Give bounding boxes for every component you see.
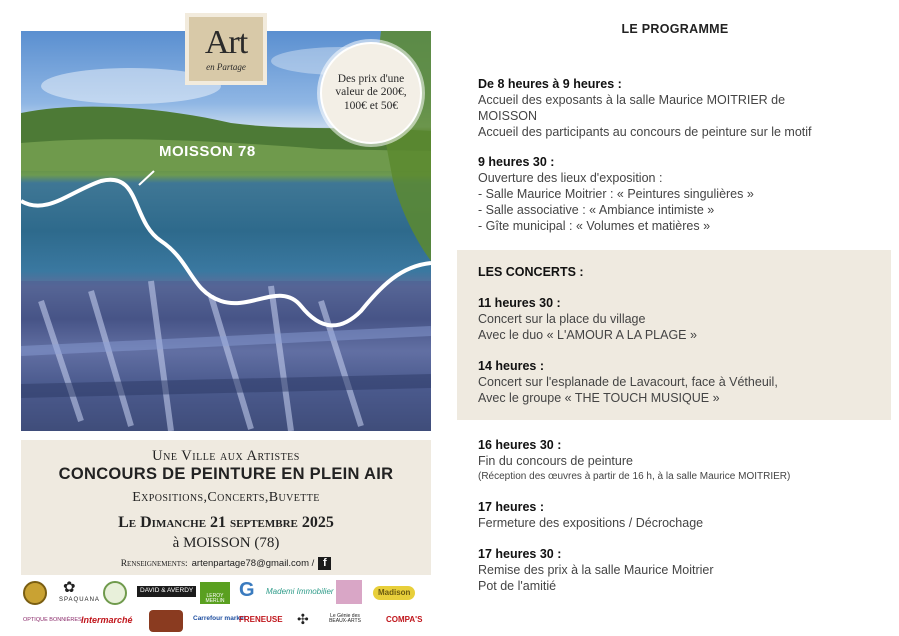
- tagline: Une Ville aux Artistes: [152, 448, 300, 464]
- sponsor-g-logo: G: [239, 579, 255, 601]
- entry-line: Avec le duo « L'AMOUR A LA PLAGE »: [478, 328, 697, 342]
- schedule-entry-16h30: [478, 437, 790, 485]
- entry-line: - Salle associative : « Ambiance intimiste »: [478, 203, 715, 217]
- logo-sub-text: en Partage: [206, 62, 246, 72]
- sponsor-ornament-icon: ✣: [297, 611, 309, 627]
- event-info-panel: [21, 440, 431, 575]
- entry-line: - Gîte municipal : « Volumes et matières »: [478, 219, 711, 233]
- sponsor-freneuse: FRENEUSE: [239, 615, 283, 624]
- entry-line: MOISSON: [478, 109, 538, 123]
- event-title: CONCOURS DE PEINTURE EN PLEIN AIR: [58, 465, 394, 483]
- facebook-icon[interactable]: f: [318, 557, 331, 570]
- concerts-heading: LES CONCERTS :: [478, 265, 584, 279]
- event-location: à MOISSON (78): [172, 535, 280, 551]
- logo-main-text: Art: [204, 24, 248, 61]
- sponsor-brown-badge-icon: [149, 610, 183, 632]
- sponsor-square-icon: [336, 580, 362, 604]
- event-date: Le Dimanche 21 septembre 2025: [118, 514, 334, 531]
- sponsor-madison: Madison: [373, 586, 415, 600]
- spaquana-icon: ✿: [63, 579, 76, 596]
- entry-heading: 11 heures 30 :: [478, 296, 561, 310]
- contact-line: [21, 557, 431, 570]
- contact-email[interactable]: artenpartage78@gmail.com /: [191, 558, 315, 569]
- schedule-entry-8h: [478, 76, 812, 140]
- entry-line: Accueil des exposants à la salle Maurice MOITRIER de: [478, 93, 786, 107]
- art-en-partage-logo: [185, 13, 267, 85]
- entry-line: Remise des prix à la salle Maurice Moitrier: [478, 563, 714, 577]
- entry-note: (Réception des œuvres à partir de 16 h, à la salle Maurice MOITRIER): [478, 471, 791, 482]
- entry-line: Avec le groupe « THE TOUCH MUSIQUE »: [478, 391, 720, 405]
- schedule-entry-14h: [478, 358, 778, 406]
- sponsor-compas: COMPA'S: [386, 615, 423, 624]
- entry-line: Fermeture des expositions / Décrochage: [478, 516, 704, 530]
- sponsor-carrefour: Carrefour market: [193, 615, 246, 622]
- sponsor-logos: [21, 578, 431, 634]
- entry-line: Concert sur l'esplanade de Lavacourt, face à Vétheuil,: [478, 375, 778, 389]
- sponsor-round-green-icon: [103, 581, 127, 605]
- schedule-entry-17h30: [478, 546, 714, 594]
- entry-line: Ouverture des lieux d'exposition :: [478, 171, 663, 185]
- sponsor-spaquana: SPAQUANA: [59, 597, 100, 603]
- schedule-entry-17h: [478, 499, 703, 531]
- schedule-entry-11h30: [478, 295, 697, 343]
- entry-heading: 17 heures 30 :: [478, 547, 562, 561]
- entry-heading: 9 heures 30 :: [478, 155, 555, 169]
- contact-label: Renseignements:: [120, 558, 188, 569]
- prize-badge: [320, 42, 422, 144]
- sponsor-mademi: Mademi Immobilier: [266, 587, 334, 596]
- prize-text: Des prix d'une valeur de 200€, 100€ et 50€: [335, 72, 407, 112]
- entry-heading: 16 heures 30 :: [478, 438, 562, 452]
- sponsor-leroy-merlin: LEROY MERLIN: [200, 582, 230, 604]
- sponsor-optique: OPTIQUE BONNIÈRES: [23, 617, 82, 623]
- entry-heading: 14 heures :: [478, 359, 545, 373]
- schedule-entry-9h30: [478, 154, 754, 234]
- entry-line: Accueil des participants au concours de peinture sur le motif: [478, 125, 812, 139]
- concerts-heading-block: [478, 264, 584, 280]
- sponsor-genie-beaux-arts: Le Génie des BEAUX-ARTS: [329, 613, 361, 624]
- entry-line: Pot de l'amitié: [478, 579, 557, 593]
- entry-heading: De 8 heures à 9 heures :: [478, 77, 622, 91]
- event-features: Expositions,Concerts,Buvette: [132, 490, 320, 505]
- entry-heading: 17 heures :: [478, 500, 545, 514]
- entry-line: Concert sur la place du village: [478, 312, 646, 326]
- place-label: MOISSON 78: [159, 143, 256, 160]
- entry-line: Fin du concours de peinture: [478, 454, 633, 468]
- sponsor-seal-icon: [23, 581, 47, 605]
- programme-title: LE PROGRAMME: [621, 22, 729, 36]
- entry-line: - Salle Maurice Moitrier : « Peintures singulières »: [478, 187, 754, 201]
- sponsor-intermarche: Intermarché: [81, 615, 133, 625]
- sponsor-david-averdy: DAVID & AVERDY: [137, 586, 196, 597]
